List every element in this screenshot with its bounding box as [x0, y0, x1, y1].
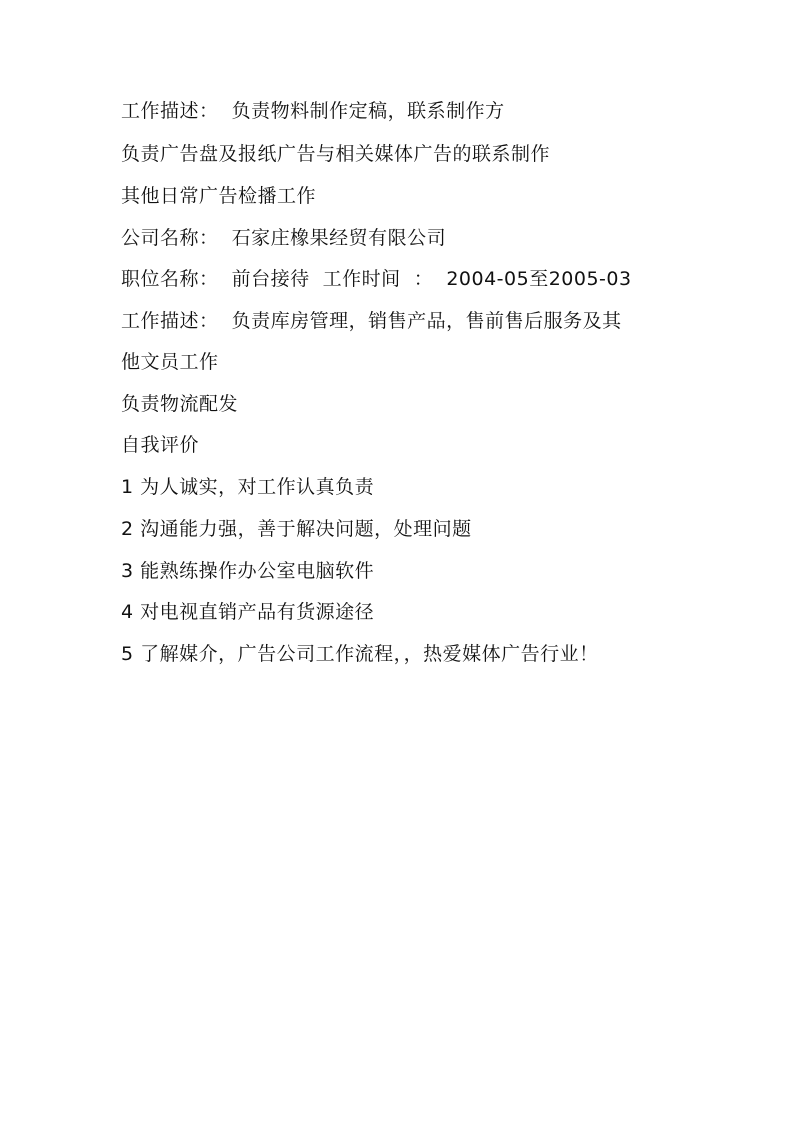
position-and-period-line: 职位名称： 前台接待 工作时间 ： 2004-05至2005-03 [121, 268, 632, 290]
job-description-line-1: 工作描述： 负责物料制作定稿，联系制作方 [121, 100, 505, 122]
job-description-line-4: 工作描述： 负责库房管理，销售产品，售前售后服务及其 [121, 310, 622, 332]
company-name-line: 公司名称： 石家庄橡果经贸有限公司 [121, 227, 447, 249]
self-evaluation-item-1: 1 为人诚实，对工作认真负责 [121, 476, 375, 498]
self-evaluation-heading: 自我评价 [121, 434, 200, 456]
self-evaluation-item-5: 5 了解媒介，广告公司工作流程，，热爱媒体广告行业！ [121, 643, 599, 665]
job-description-line-2: 负责广告盘及报纸广告与相关媒体广告的联系制作 [121, 143, 551, 165]
job-description-line-3: 其他日常广告检播工作 [121, 185, 317, 207]
job-description-line-5: 他文员工作 [121, 351, 219, 373]
self-evaluation-item-4: 4 对电视直销产品有货源途径 [121, 601, 375, 623]
job-description-line-6: 负责物流配发 [121, 393, 239, 415]
self-evaluation-item-3: 3 能熟练操作办公室电脑软件 [121, 560, 375, 582]
self-evaluation-item-2: 2 沟通能力强，善于解决问题，处理问题 [121, 518, 472, 540]
